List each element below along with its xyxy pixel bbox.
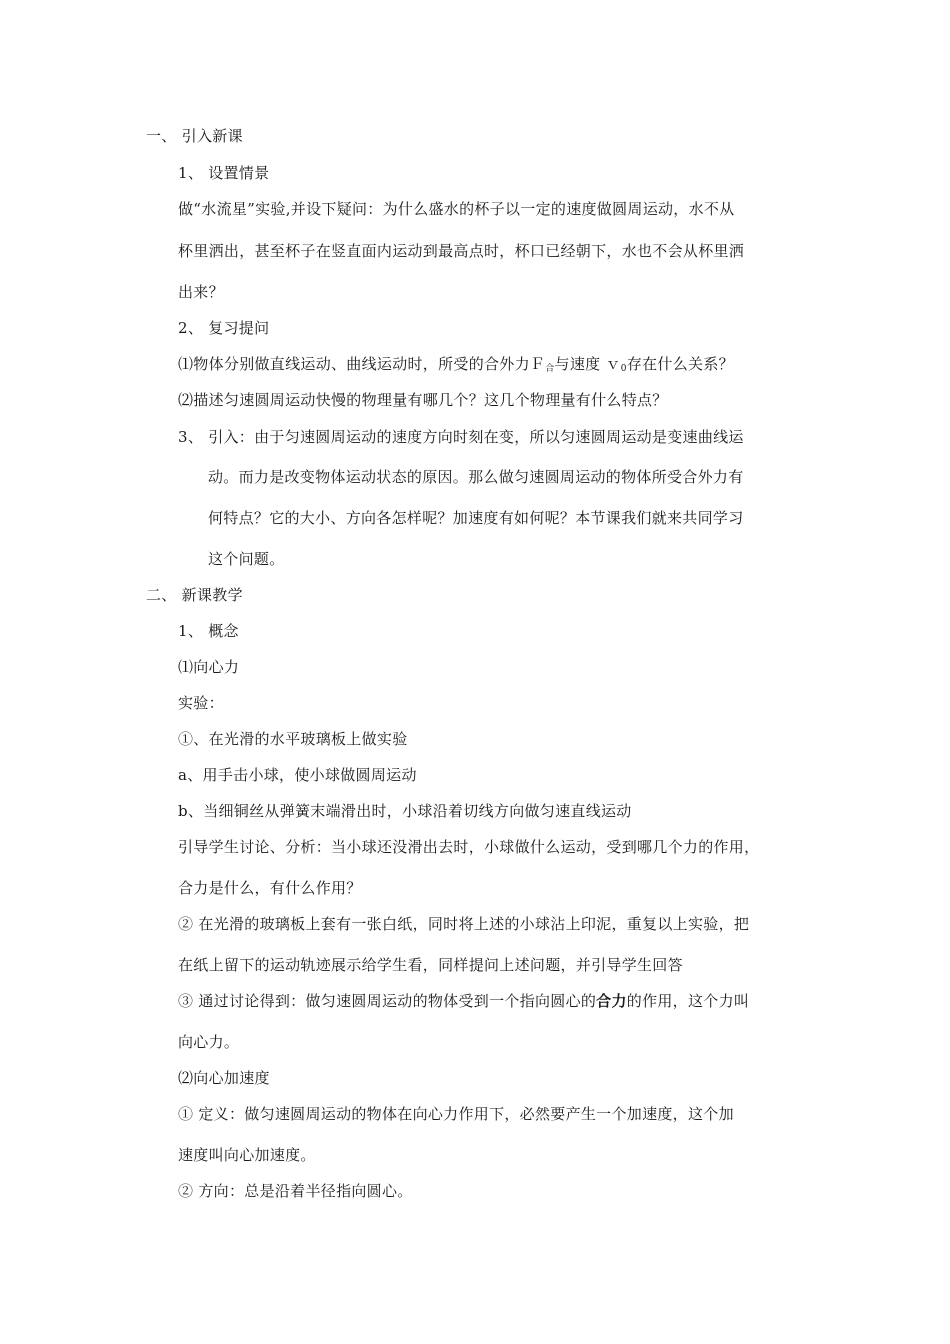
paragraph-line: 合力是什么，有什么作用？ bbox=[178, 879, 362, 897]
paragraph-line: a、用手击小球，使小球做圆周运动 bbox=[178, 766, 417, 784]
paragraph-line: 速度叫向心加速度。 bbox=[178, 1146, 316, 1164]
question-1: ⑴物体分别做直线运动、曲线运动时，所受的合外力Ｆ$_合$与速度 ｖ$_0$存在什么关系？ bbox=[178, 355, 734, 374]
paragraph-line: 何特点？它的大小、方向各怎样呢？加速度有如何呢？本节课我们就来共同学习 bbox=[208, 509, 744, 527]
paragraph-line: 引导学生讨论、分析：当小球还没滑出去时，小球做什么运动，受到哪几个力的作用， bbox=[178, 838, 760, 856]
topic-heading: ⑴向心力 bbox=[178, 658, 240, 676]
conclusion-line: ③ 通过讨论得到：做匀速圆周运动的物体受到一个指向圆心的合力的作用，这个力叫 bbox=[178, 992, 750, 1010]
paragraph-line: b、当细铜丝从弹簧末端滑出时，小球沿着切线方向做匀速直线运动 bbox=[178, 802, 632, 820]
paragraph-line: ① 定义：做匀速圆周运动的物体在向心力作用下，必然要产生一个加速度，这个加 bbox=[178, 1105, 734, 1123]
paragraph-line: 在纸上留下的运动轨迹展示给学生看，同样提问上述问题，并引导学生回答 bbox=[178, 956, 683, 974]
paragraph-line: ①、在光滑的水平玻璃板上做实验 bbox=[178, 730, 408, 748]
topic-heading: ⑵向心加速度 bbox=[178, 1069, 270, 1087]
paragraph-line: 做“水流星”实验,并设下疑问：为什么盛水的杯子以一定的速度做圆周运动，水不从 bbox=[178, 200, 735, 218]
paragraph-line: 3、 引入：由于匀速圆周运动的速度方向时刻在变，所以匀速圆周运动是变速曲线运 bbox=[178, 428, 744, 446]
paragraph-line: 这个问题。 bbox=[208, 550, 285, 568]
paragraph-line: 出来？ bbox=[178, 283, 224, 301]
paragraph-line: 动。而力是改变物体运动状态的原因。那么做匀速圆周运动的物体所受合外力有 bbox=[208, 468, 744, 486]
paragraph-line: ② 方向：总是沿着半径指向圆心。 bbox=[178, 1182, 413, 1200]
section-1-title: 一、 引入新课 bbox=[146, 127, 243, 145]
paragraph-line: ② 在光滑的玻璃板上套有一张白纸，同时将上述的小球沾上印泥，重复以上实验，把 bbox=[178, 915, 750, 933]
subsection-1-1: 1、 设置情景 bbox=[178, 164, 270, 182]
question-2: ⑵描述匀速圆周运动快慢的物理量有哪几个？这几个物理量有什么特点？ bbox=[178, 391, 668, 409]
paragraph-line: 实验： bbox=[178, 694, 224, 712]
paragraph-line: 杯里洒出，甚至杯子在竖直面内运动到最高点时，杯口已经朝下，水也不会从杯里洒 bbox=[178, 242, 745, 260]
subsection-1-2: 2、 复习提问 bbox=[178, 319, 270, 337]
section-2-title: 二、 新课教学 bbox=[146, 586, 243, 604]
paragraph-line: 向心力。 bbox=[178, 1033, 240, 1051]
subsection-2-1: 1、 概念 bbox=[178, 622, 239, 640]
